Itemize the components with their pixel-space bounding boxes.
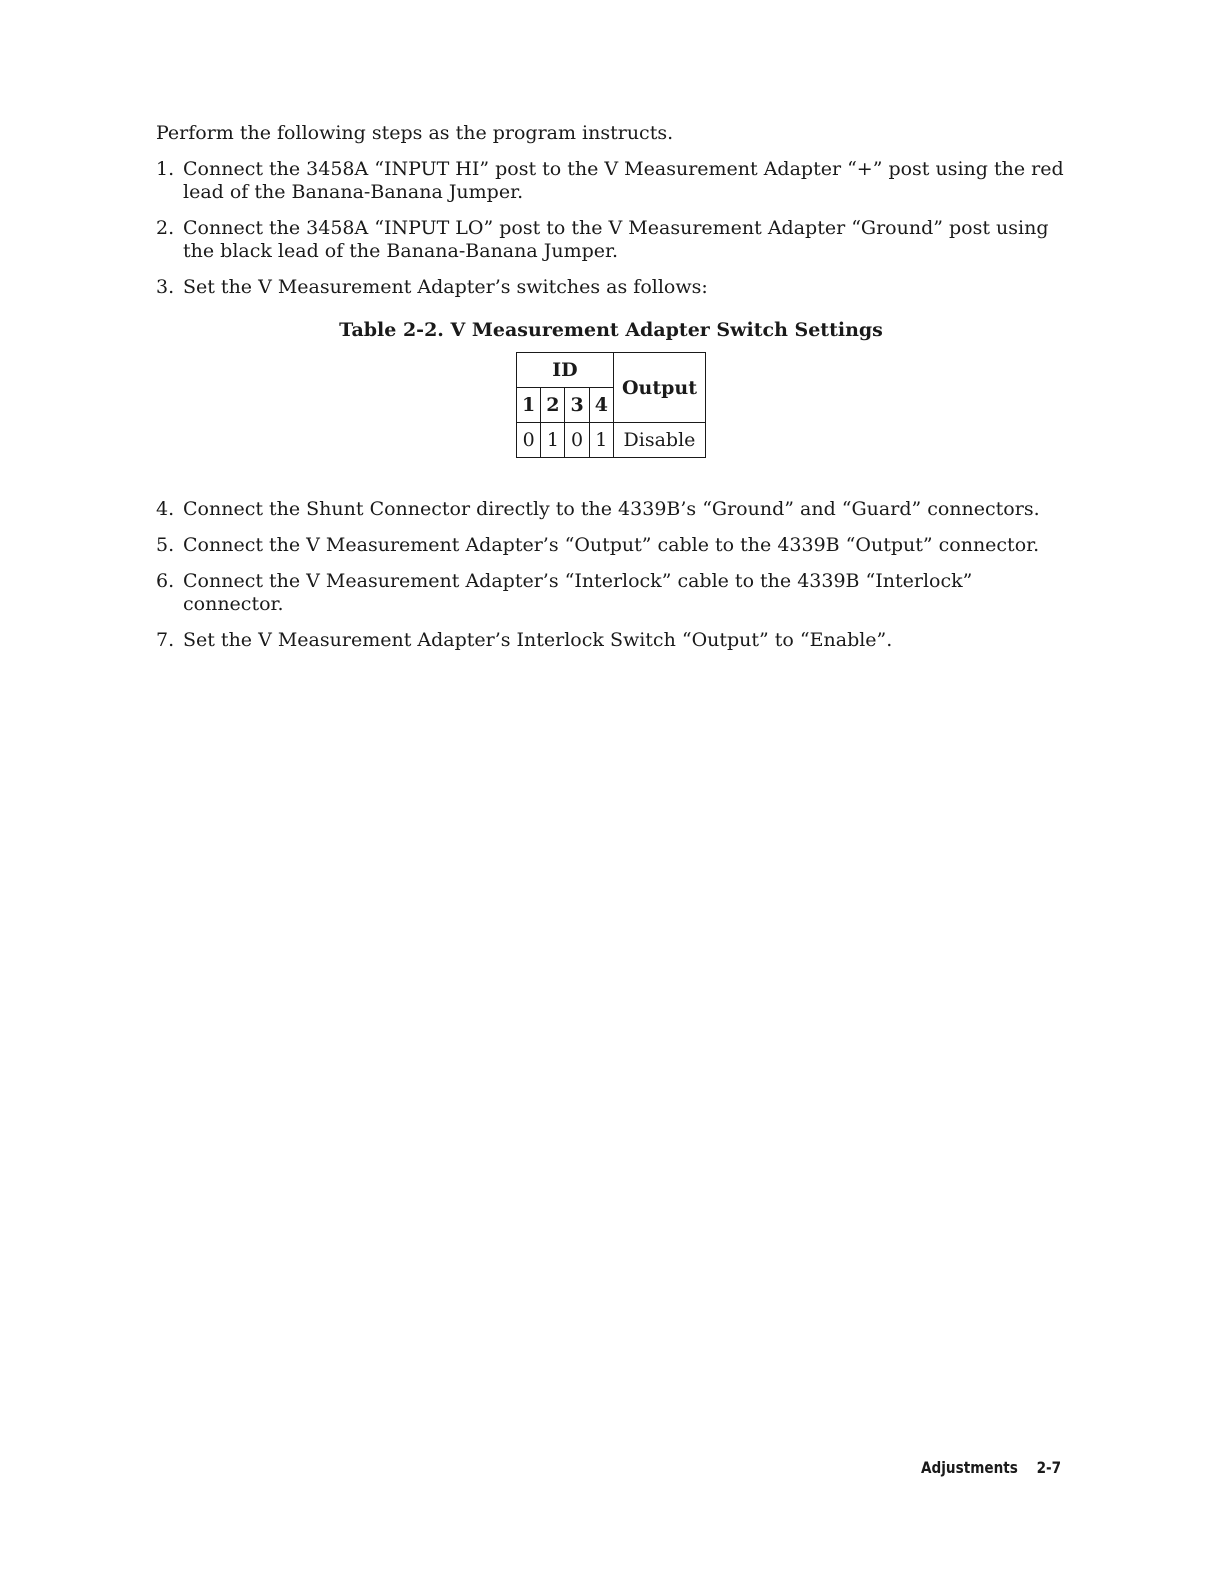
step-item	[156, 276, 1066, 299]
switch-settings-table-block	[156, 319, 1066, 458]
steps-list-part-1	[156, 158, 1066, 299]
step-number: 5.	[156, 534, 175, 556]
step-item	[156, 217, 1066, 263]
step-item	[156, 158, 1066, 204]
footer-section-title: Adjustments	[921, 1458, 1018, 1477]
step-item	[156, 570, 1066, 616]
intro-paragraph: Perform the following steps as the program instructs.	[156, 122, 674, 144]
page-content	[156, 122, 1066, 665]
step-number: 7.	[156, 629, 175, 651]
step-item	[156, 534, 1066, 557]
id-column-header: 1	[517, 388, 541, 423]
step-text: Connect the 3458A “INPUT HI” post to the V Measurement Adapter “+” post using the red lead of the Banana-Banana Jumper.	[183, 158, 1064, 203]
id-column-header: 4	[589, 388, 613, 423]
step-text: Connect the V Measurement Adapter’s “Interlock” cable to the 4339B “Interlock” connector.	[183, 570, 973, 615]
id-header: ID	[517, 353, 614, 388]
page-number: 2-7	[1036, 1458, 1062, 1477]
step-item	[156, 498, 1066, 521]
table-row	[517, 423, 706, 458]
table-header-row	[517, 353, 706, 388]
step-number: 6.	[156, 570, 175, 592]
page-footer	[921, 1458, 1061, 1477]
step-number: 1.	[156, 158, 175, 180]
id-column-header: 3	[565, 388, 589, 423]
step-item	[156, 629, 1066, 652]
id-column-header: 2	[541, 388, 565, 423]
output-cell: Disable	[613, 423, 705, 458]
id-cell: 1	[589, 423, 613, 458]
table-caption: Table 2-2. V Measurement Adapter Switch Settings	[339, 319, 883, 341]
step-text: Set the V Measurement Adapter’s Interlock Switch “Output” to “Enable”.	[183, 629, 893, 651]
id-cell: 0	[565, 423, 589, 458]
step-text: Connect the V Measurement Adapter’s “Output” cable to the 4339B “Output” connector.	[183, 534, 1040, 556]
step-number: 4.	[156, 498, 175, 520]
step-number: 2.	[156, 217, 175, 239]
step-text: Connect the 3458A “INPUT LO” post to the V Measurement Adapter “Ground” post using the black lead of the Banana-Banana Jumper.	[183, 217, 1049, 262]
id-cell: 0	[517, 423, 541, 458]
steps-list-part-2	[156, 498, 1066, 652]
id-cell: 1	[541, 423, 565, 458]
step-text: Connect the Shunt Connector directly to the 4339B’s “Ground” and “Guard” connectors.	[183, 498, 1040, 520]
step-text: Set the V Measurement Adapter’s switches as follows:	[183, 276, 708, 298]
step-number: 3.	[156, 276, 175, 298]
output-header: Output	[613, 353, 705, 423]
switch-settings-table	[516, 352, 706, 458]
